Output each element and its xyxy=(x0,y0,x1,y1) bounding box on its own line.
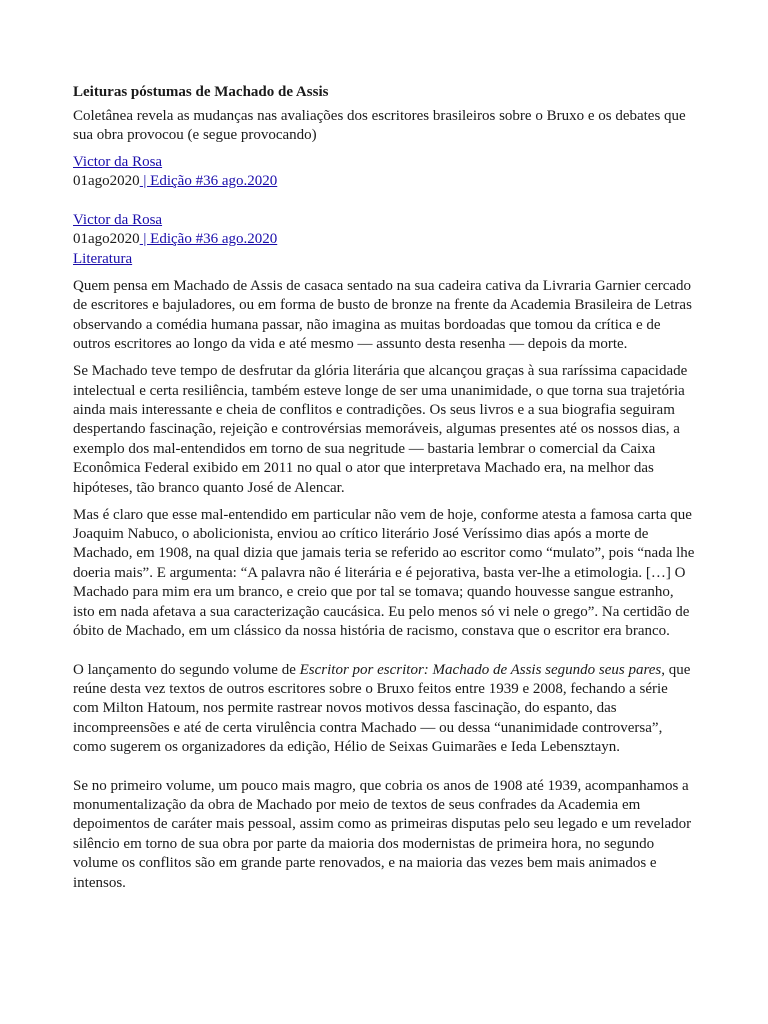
paragraph: Se Machado teve tempo de desfrutar da glória literária que alcançou graças à sua raríssima capacidade intelectual e certa resiliência, também esteve longe de ser uma unanimidade, o que torna sua trajetória ainda mais interessante e cheia de conflitos e contradições. Os seus livros e a sua biografia seguiram despertando fascinação, rejeição e controvérsias memoráveis, algumas presentes até os nossos dias, a exemplo dos mal-entendidos em torno de sua negritude — bastaria lembrar o comercial da Caixa Econômica Federal exibido em 2011 no qual o ator que interpretava Machado era, na melhor das hipóteses, tão branco quanto José de Alencar. xyxy=(73,363,688,496)
paragraph-text: O lançamento do segundo volume de xyxy=(73,661,300,678)
paragraph: Mas é claro que esse mal-entendido em particular não vem de hoje, conforme atesta a famosa carta que Joaquim Nabuco, o abolicionista, enviou ao crítico literário José Veríssimo dias após a morte de Machado, em 1908, na qual dizia que jamais teria se referido ao escritor como “mulato”, pois “nada lhe doeria mais”. E argumenta: “A palavra não é literária e é pejorativa, basta ver-lhe a etimologia. […] O Machado para mim era um branco, e creio que por tal se tomava; quando houvesse sangue estranho, isto em nada afetava a sua caracterização caucásica. Eu pelo menos só vi nele o grego”. Na certidão de óbito de Machado, em um clássico da nossa história de racismo, constava que o escritor era branco. xyxy=(73,506,695,640)
article-title: Leituras póstumas de Machado de Assis xyxy=(73,84,329,100)
byline-top xyxy=(73,153,695,192)
paragraph xyxy=(73,661,695,758)
author-link[interactable]: Victor da Rosa xyxy=(73,154,163,170)
publish-date: 01ago2020 xyxy=(73,231,140,248)
paragraph-text: , que reúne desta vez textos de outros escritores sobre o Bruxo feitos entre 1939 e 2008, fechando a série com Milton Hatoum, nos permite rastrear novos motivos dessa fascinação, do espanto, das incompreensões e até de certa virulência contra Machado — ou dessa “unanimidade controversa”, como sugerem os organizadores da edição, Hélio de Seixas Guimarães e Ieda Lebensztayn. xyxy=(73,661,691,756)
article-subtitle: Coletânea revela as mudanças nas avaliações dos escritores brasileiros sobre o Bruxo e os debates que sua obra provocou (e segue provocando) xyxy=(73,108,686,144)
book-title: Escritor por escritor: Machado de Assis segundo seus pares xyxy=(299,661,662,678)
byline-second xyxy=(73,211,695,269)
paragraph: Quem pensa em Machado de Assis de casaca sentado na sua cadeira cativa da Livraria Garnier cercado de escritores e bajuladores, ou em forma de busto de bronze na frente da Academia Brasileira de Letras observando a comédia humana passar, não imagina as muitas bordoadas que tomou da crítica e de outros escritores ao longo da vida e até mesmo — assunto desta resenha — depois da morte. xyxy=(73,278,692,353)
edition-link[interactable]: | Edição #36 ago.2020 xyxy=(139,173,278,190)
publish-date: 01ago2020 xyxy=(73,173,140,190)
section-link[interactable]: Literatura xyxy=(73,250,133,267)
article-body xyxy=(73,277,695,901)
paragraph: Se no primeiro volume, um pouco mais magro, que cobria os anos de 1908 até 1939, acompanhamos a monumentalização da obra de Machado por meio de textos de seus confrades da Academia em depoimentos de caráter mais pessoal, assim como as primeiras disputas pelo seu legado e um revelador silêncio em torno de sua obra por parte da maioria dos modernistas de primeira hora, no segundo volume os conflitos são em grande parte renovados, e na maioria das vezes bem mais animados e intensos. xyxy=(73,777,692,891)
edition-link[interactable]: | Edição #36 ago.2020 xyxy=(139,231,278,248)
author-link[interactable]: Victor da Rosa xyxy=(73,212,163,228)
